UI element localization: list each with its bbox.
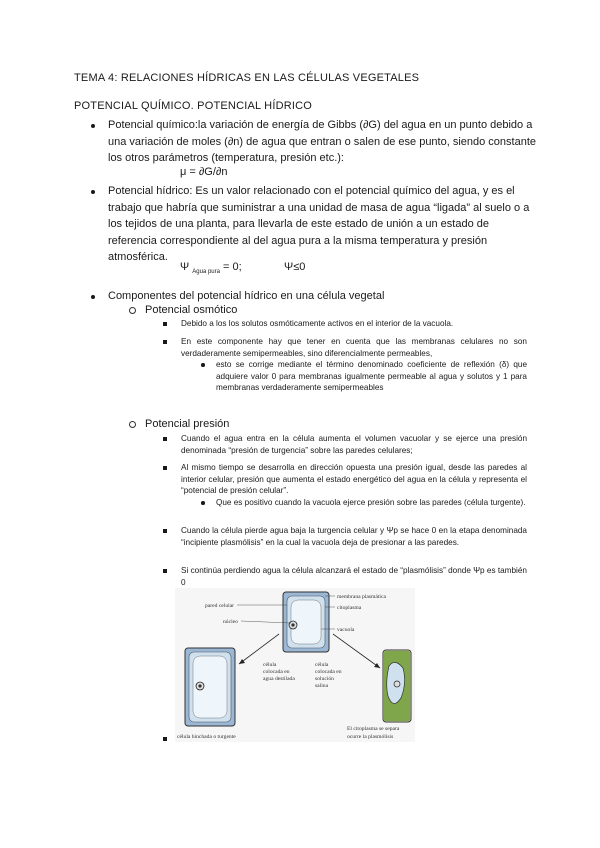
square-bullet [163,322,167,326]
square-bullet [163,569,167,573]
square-bullet [163,340,167,344]
formula-psi-symbol: Ψ [180,261,190,273]
bullet [91,190,95,194]
formula-psi-value: = 0; [223,261,242,273]
presion-item-2: Al mismo tiempo se desarrolla en dirección opuesta una presión igual, desde las paredes al interior celular, presión que aumenta el estado energético del agua en la célula y representa el “potencial de presión celular”. [181,463,527,495]
label-sol-2: colocada en [315,669,342,675]
square-bullet [163,529,167,533]
label-plasmolisis-2: ocurre la plasmólisis [347,734,394,740]
presion-subitem-positivo: Que es positivo cuando la vacuola ejerce presión sobre las paredes (célula turgente). [216,498,526,507]
label-sol-3: solución [315,676,334,682]
presion-item-4: Si continúa perdiendo agua la célula alcanzará el estado de “plasmólisis” donde Ψp es también 0 [181,566,527,587]
formula-psi-subscript: Agua pura [192,269,220,275]
bullet [201,501,205,505]
label-pared-celular: pared celular [205,603,235,609]
cell-turgid [185,648,235,726]
bullet-componentes: Componentes del potencial hídrico en una célula vegetal [108,290,385,302]
label-vacuola: vacuola [337,627,355,633]
presion-item-1: Cuando el agua entra en la célula aumenta el volumen vacuolar y se ejerce una presión denominada “presión de turgencia” sobre las paredes celulares; [181,434,527,455]
label-agua-1: célula [263,662,277,668]
label-citoplasma: citoplasma [337,605,362,611]
bullet-potencial-quimico: Potencial químico:la variación de energía de Gibbs (∂G) del agua en un punto debido a una variación de moles (∂n) de agua que entran o salen de ese punto, siendo constante los otros parámetros (temperatura, presión etc.): [108,119,537,164]
bullet [201,363,205,367]
label-agua-2: colocada en [263,669,290,675]
cell-normal [283,592,329,652]
section-heading: POTENCIAL QUÍMICO. POTENCIAL HÍDRICO [74,100,313,112]
bullet [91,124,95,128]
bullet [91,295,95,299]
label-agua-3: agua destilada [263,676,295,682]
plasmolysis-figure [175,588,415,742]
square-bullet [163,437,167,441]
label-sol-4: salina [315,683,329,689]
bullet-potencial-hidrico: Potencial hídrico: Es un valor relacionado con el potencial químico del agua, y es el trabajo que habría que suministrar a una unidad de masa de agua “ligada” al suelo o a los tejidos de una planta, para llevarla de este estado de unión a un estado de referencia correspondiente al del agua pura a la misma temperatura y presión atmosférica. [108,185,530,263]
osmotico-item-1: Debido a los los solutos osmóticamente activos en el interior de la vacuola. [181,319,454,328]
square-bullet [163,737,167,741]
hollow-bullet [129,421,136,428]
osmotico-subitem-reflexion: esto se corrige mediante el término denominado coeficiente de reflexión (δ) que adquiere valor 0 para membranas igualmente permeable al agua y solutos y 1 para membranas verdaderamente semipermeables [216,360,527,392]
label-plasmolisis-1: El citoplasma se separa [347,726,400,732]
label-nucleo: núcleo [223,619,238,625]
presion-item-3: Cuando la célula pierde agua baja la turgencia celular y Ψp se hace 0 en la etapa denominada “incipiente plasmólisis” en la cual la vacuola deja de presionar a las paredes. [181,526,527,547]
cell-plasmolyzed [383,650,411,722]
square-bullet [163,466,167,470]
subheading-potencial-osmotico: Potencial osmótico [145,304,238,316]
document-title: TEMA 4: RELACIONES HÍDRICAS EN LAS CÉLULAS VEGETALES [74,72,420,84]
osmotico-item-2: En este componente hay que tener en cuenta que las membranas celulares no son verdaderamente semipermeables, sino diferencialmente permeables, [181,337,527,358]
formula-psi-leq-zero: Ψ≤0 [284,261,306,273]
formula-mu: μ = ∂G/∂n [180,166,228,178]
hollow-bullet [129,307,136,314]
subheading-potencial-presion: Potencial presión [145,418,230,430]
label-membrana-plasmatica: membrana plasmática [337,594,386,600]
label-turgente: célula hinchada o turgente [177,734,236,740]
formula-psi-agua-pura [180,259,242,277]
label-sol-1: célula [315,662,329,668]
